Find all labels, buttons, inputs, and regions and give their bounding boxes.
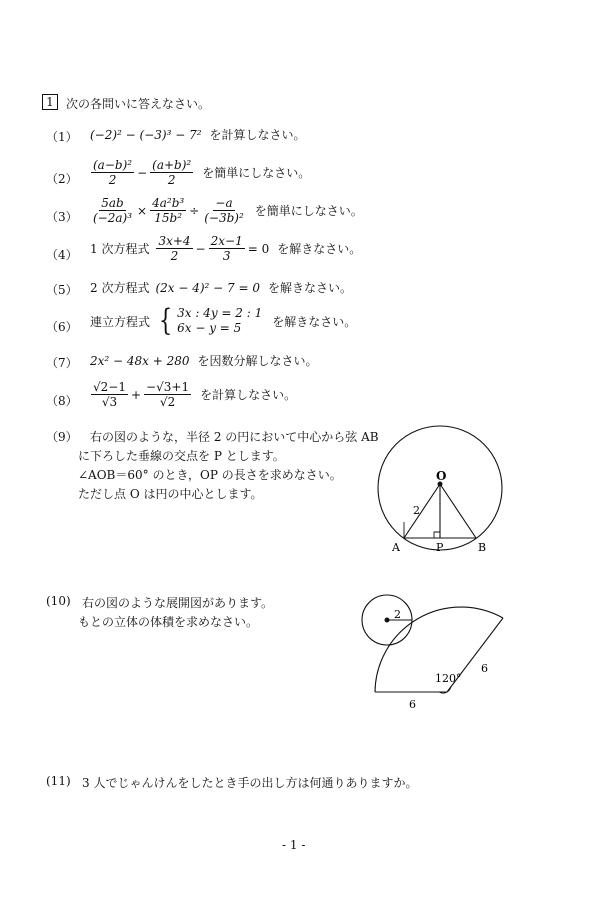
q6-label: 連立方程式: [90, 314, 151, 329]
radius-oa: [404, 484, 440, 538]
q8-row: [90, 380, 296, 409]
label-o: O: [436, 469, 447, 483]
q8-operator: +: [130, 387, 142, 402]
q7-expression: 2x² − 48x + 280: [90, 353, 190, 368]
q4-label: 1 次方程式: [90, 242, 150, 256]
q1-row: [90, 126, 306, 143]
q2-number: （2）: [46, 172, 78, 186]
q7-number: （7）: [46, 356, 78, 370]
cone-net-figure: [355, 588, 525, 718]
q11-number: (11): [46, 774, 71, 788]
label-side-bottom: 6: [409, 698, 416, 711]
q6-equation-1: 3x : 4y = 2 : 1: [177, 306, 263, 320]
q2-fraction-1: $\frac{\text{(a−b)²}}{2}$: [93, 158, 133, 187]
q1-expression: (−2)² − (−3)³ − 7²: [90, 127, 202, 142]
label-b: B: [478, 541, 487, 554]
q10-text-line-2: もとの立体の体積を求めなさい。: [78, 615, 259, 629]
q6-equation-2: 6x − y = 5: [177, 321, 242, 335]
q9-text-line-2: に下ろした垂線の交点を P とします。: [78, 449, 285, 463]
q9-number: （9）: [46, 430, 78, 444]
q8-fraction-2: $\frac{-√3+1}{√2}$: [146, 380, 190, 409]
q5-expression: (2x − 4)² − 7 = 0: [155, 280, 260, 295]
q2-fraction-2: $\frac{\text{(a+b)²}}{2}$: [152, 158, 192, 187]
q3-fraction-3: $\frac{-a}{\text{(−3b)²}}$: [204, 196, 244, 225]
q3-tail: を簡単にしなさい。: [254, 204, 363, 218]
q6-tail: を解きなさい。: [272, 314, 357, 329]
q7-tail: を因数分解しなさい。: [197, 354, 318, 368]
problem-number-box: 1: [42, 94, 58, 110]
q9-text-line-4: ただし点 O は円の中心とします。: [78, 487, 263, 501]
q4-tail: を解きなさい。: [277, 242, 362, 256]
q5-row: [90, 279, 352, 296]
q8-tail: を計算しなさい。: [200, 388, 297, 402]
label-side-right: 6: [481, 662, 488, 675]
q3-operator-1: ×: [137, 203, 148, 218]
q9-text-line-1: 右の図のような，半径 2 の円において中心から弦 AB: [90, 430, 379, 444]
q4-row: [90, 234, 361, 263]
q2-operator: −: [137, 165, 148, 180]
q5-number: （5）: [46, 283, 78, 297]
q3-operator-2: ÷: [189, 203, 200, 218]
q2-tail: を簡単にしなさい。: [202, 166, 311, 180]
q9-text-line-3: ∠AOB＝60° のとき，OP の長さを求めなさい。: [78, 468, 342, 482]
base-center-point: [385, 618, 390, 623]
label-base-radius: 2: [394, 608, 401, 621]
q4-operator: −: [195, 241, 206, 256]
page-number: - 1 -: [282, 838, 306, 852]
circle-chord-figure: [370, 418, 510, 558]
q10-text-line-1: 右の図のような展開図があります。: [82, 596, 274, 610]
q3-fraction-2: $\frac{\text{4a²b³}}{\text{15b²}}$: [152, 196, 185, 225]
label-a: A: [392, 541, 400, 554]
q4-number: （4）: [46, 248, 78, 262]
q6-number: （6）: [46, 320, 78, 334]
q4-equals: = 0: [247, 241, 270, 256]
q8-number: （8）: [46, 394, 78, 408]
label-radius: 2: [413, 504, 420, 517]
q7-row: [90, 352, 318, 369]
q6-row: [90, 303, 357, 338]
radius-ob: [440, 484, 476, 538]
brace-icon: {: [158, 303, 173, 338]
q11-text: 3 人でじゃんけんをしたとき手の出し方は何通りありますか。: [82, 776, 418, 790]
q4-fraction-2: $\frac{2x-1}{3}$: [210, 234, 243, 263]
label-angle: 120°: [435, 672, 462, 685]
q3-number: （3）: [46, 210, 78, 224]
q4-fraction-1: $\frac{3x+4}{2}$: [158, 234, 191, 263]
q5-label: 2 次方程式: [90, 281, 150, 295]
q10-number: (10): [46, 594, 71, 608]
q1-number: （1）: [46, 130, 78, 144]
q2-row: [90, 158, 310, 187]
q6-system: [156, 303, 263, 338]
right-angle-mark: [434, 532, 440, 538]
label-p: P: [436, 541, 444, 554]
instruction: 次の各問いに答えなさい。: [66, 97, 211, 111]
q8-fraction-1: $\frac{√2-1}{√3}$: [93, 380, 126, 409]
q1-tail: を計算しなさい。: [209, 128, 306, 142]
q3-fraction-1: $\frac{5ab}{\text{(−2a)³}}$: [93, 196, 133, 225]
q5-tail: を解きなさい。: [267, 281, 352, 295]
q3-row: [90, 196, 363, 225]
